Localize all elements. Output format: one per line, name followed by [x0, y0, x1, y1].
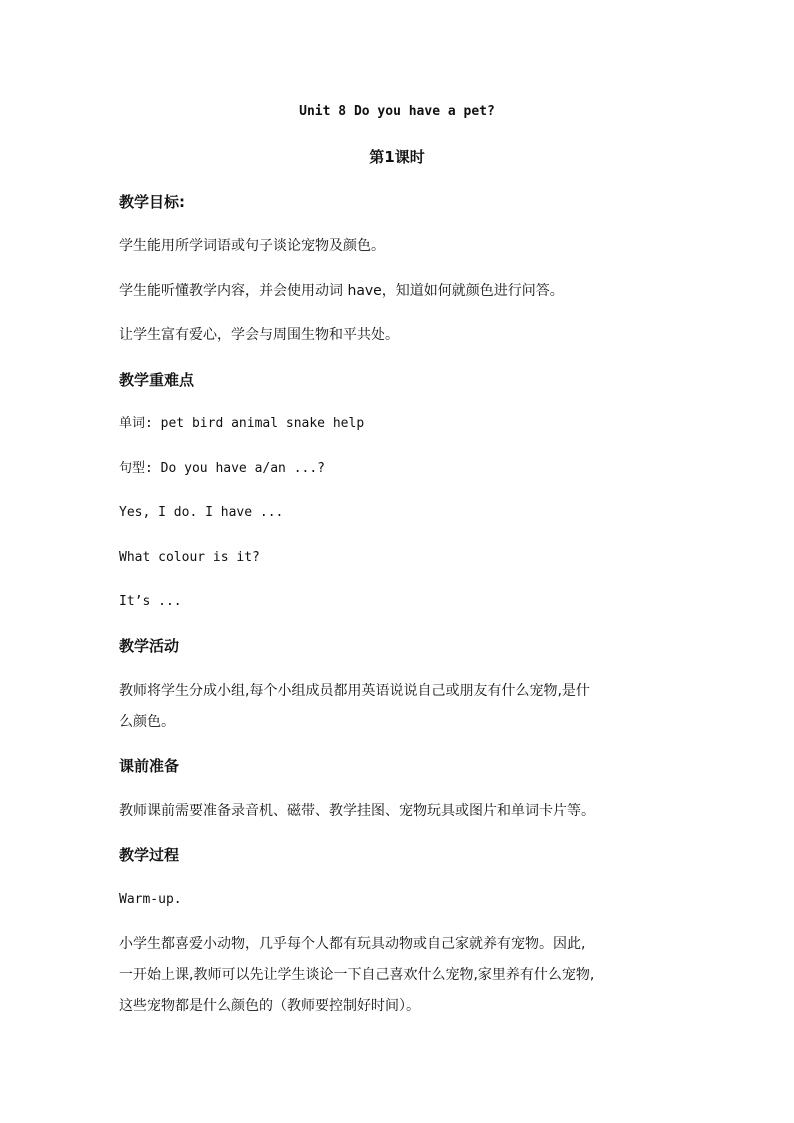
answer-line-1: Yes, I do. I have ... — [119, 505, 284, 520]
objectives-heading: 教学目标: — [119, 193, 185, 211]
objective-1: 学生能用所学词语或句子谈论宠物及颜色。 — [119, 238, 385, 254]
answer-line-2: It’s ... — [119, 594, 182, 609]
sentence-pattern: 句型: Do you have a/an ...? — [119, 461, 326, 476]
process-heading: 教学过程 — [119, 846, 180, 864]
question-line-2: What colour is it? — [119, 550, 260, 565]
keypoints-heading: 教学重难点 — [119, 371, 195, 389]
process-text-line-2: 一开始上课,教师可以先让学生谈论一下自己喜欢什么宠物,家里养有什么宠物, — [119, 967, 595, 983]
warmup-label: Warm-up. — [119, 892, 182, 907]
objective-3: 让学生富有爱心，学会与周围生物和平共处。 — [119, 327, 399, 343]
process-text-line-3: 这些宠物都是什么颜色的（教师要控制好时间）。 — [119, 998, 420, 1014]
activity-text-line-1: 教师将学生分成小组,每个小组成员都用英语说说自己或朋友有什么宠物,是什 — [119, 683, 590, 699]
lesson-label: 第1课时 — [369, 148, 425, 166]
objective-2: 学生能听懂教学内容，并会使用动词 have，知道如何就颜色进行问答。 — [119, 283, 564, 299]
activity-text-line-2: 么颜色。 — [119, 714, 175, 730]
preparation-heading: 课前准备 — [119, 757, 180, 775]
document-title: Unit 8 Do you have a pet? — [299, 104, 495, 119]
vocabulary-line: 单词: pet bird animal snake help — [119, 416, 365, 431]
preparation-text: 教师课前需要准备录音机、磁带、教学挂图、宠物玩具或图片和单词卡片等。 — [119, 803, 595, 819]
process-text-line-1: 小学生都喜爱小动物，几乎每个人都有玩具动物或自己家就养有宠物。因此, — [119, 936, 586, 952]
activity-heading: 教学活动 — [119, 637, 180, 655]
